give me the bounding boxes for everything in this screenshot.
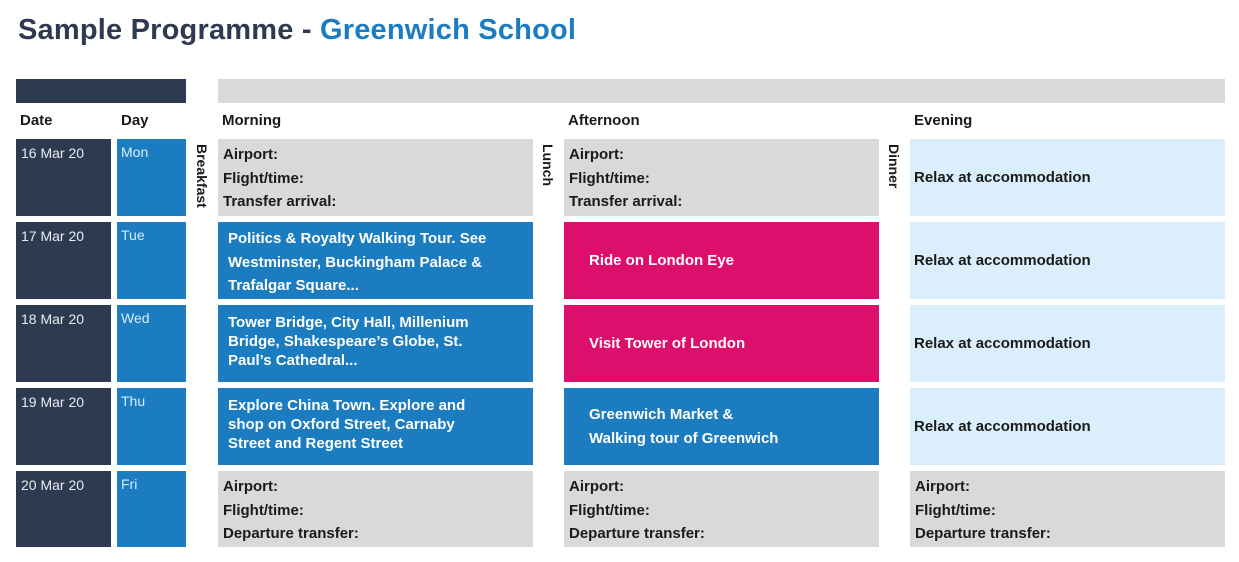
meal-label-lunch: Lunch [540,144,556,186]
day-cell: Thu [117,388,186,465]
cell-line: Airport: [915,478,970,495]
col-header-afternoon: Afternoon [568,112,640,129]
page-title [18,14,576,47]
header-bar-right [218,79,1225,103]
evening-cell [910,471,1225,547]
date-cell: 19 Mar 20 [16,388,111,465]
cell-line: Relax at accommodation [914,251,1091,269]
col-header-day: Day [121,112,149,129]
meal-label-breakfast: Breakfast [194,144,210,208]
morning-cell [218,139,533,216]
meal-label-dinner: Dinner [886,144,902,189]
morning-cell [218,305,533,382]
col-header-evening: Evening [914,112,973,129]
header-bar-left [16,79,186,103]
afternoon-cell [564,471,879,547]
evening-cell [910,305,1225,382]
cell-line: shop on Oxford Street, Carnaby [228,416,455,433]
cell-line: Flight/time: [569,501,650,519]
cell-line: Flight/time: [569,169,650,187]
cell-line: Greenwich Market & [589,405,734,423]
title-main: Sample Programme - [18,14,320,46]
day-cell: Wed [117,305,186,382]
cell-line: Departure transfer: [915,525,1051,542]
day-cell: Tue [117,222,186,299]
cell-line: Airport: [569,478,624,495]
date-cell: 17 Mar 20 [16,222,111,299]
afternoon-cell [564,222,879,299]
cell-line: Airport: [569,146,624,163]
afternoon-cell [564,139,879,216]
morning-cell [218,222,533,299]
morning-cell [218,471,533,547]
cell-line: Bridge, Shakespeare’s Globe, St. [228,333,463,350]
col-header-date: Date [20,112,53,129]
evening-cell [910,222,1225,299]
cell-line: Flight/time: [223,169,304,187]
cell-line: Airport: [223,146,278,163]
cell-line: Tower Bridge, City Hall, Millenium [228,314,469,331]
cell-line: Westminster, Buckingham Palace & [228,253,482,271]
afternoon-cell [564,388,879,465]
afternoon-cell [564,305,879,382]
cell-line: Departure transfer: [223,525,359,542]
col-header-morning: Morning [222,112,282,129]
cell-line: Paul’s Cathedral... [228,352,358,369]
evening-cell [910,388,1225,465]
cell-line: Transfer arrival: [223,193,337,210]
cell-line: Relax at accommodation [914,417,1091,435]
title-accent: Greenwich School [319,14,577,46]
cell-line: Street and Regent Street [228,435,404,452]
date-cell: 20 Mar 20 [16,471,111,547]
cell-line: Airport: [223,478,278,495]
cell-line: Politics & Royalty Walking Tour. See [228,230,487,247]
cell-line: Transfer arrival: [569,193,683,210]
cell-line: Visit Tower of London [589,334,746,352]
evening-cell [910,139,1225,216]
cell-line: Relax at accommodation [914,334,1091,352]
day-cell: Mon [117,139,186,216]
cell-line: Relax at accommodation [914,168,1091,186]
cell-line: Trafalgar Square... [228,277,359,294]
cell-line: Walking tour of Greenwich [589,429,779,447]
date-cell: 16 Mar 20 [16,139,111,216]
cell-line: Departure transfer: [569,525,705,542]
cell-line: Explore China Town. Explore and [228,397,466,414]
day-cell: Fri [117,471,186,547]
date-cell: 18 Mar 20 [16,305,111,382]
cell-line: Flight/time: [915,501,996,519]
morning-cell [218,388,533,465]
cell-line: Flight/time: [223,501,304,519]
cell-line: Ride on London Eye [589,251,734,269]
